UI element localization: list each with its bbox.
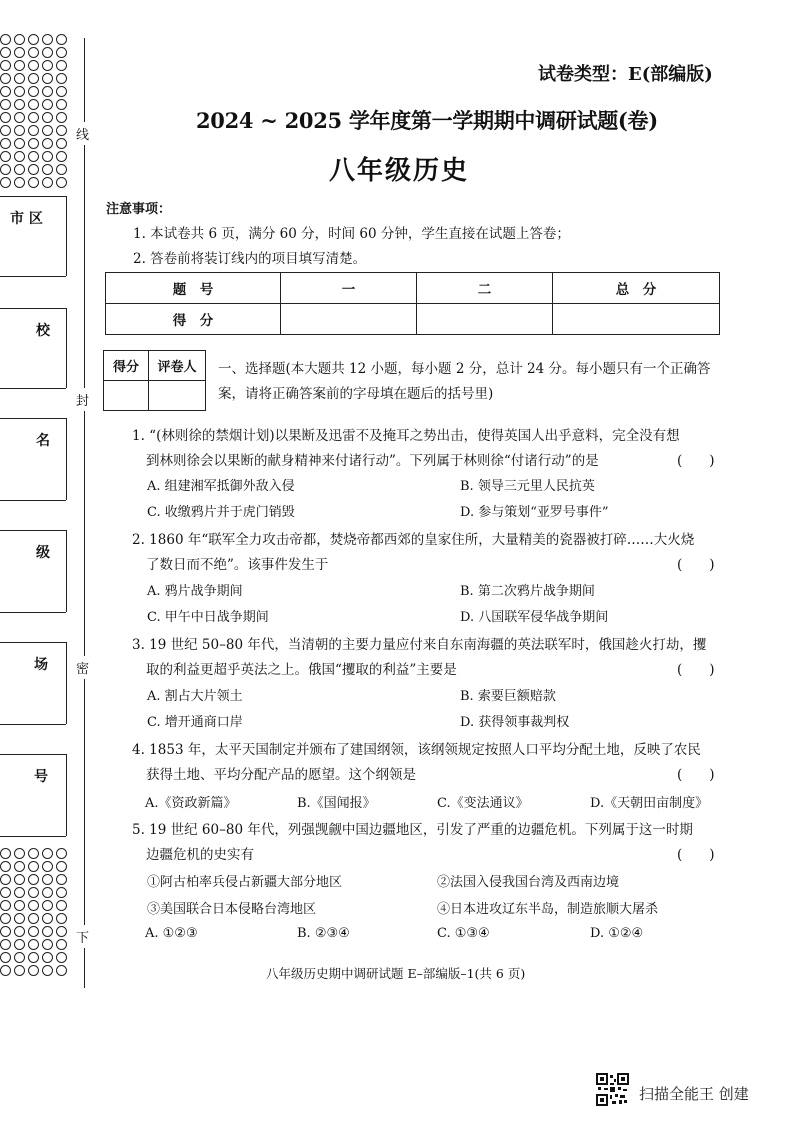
binding-hole [0,47,11,58]
binding-hole [56,125,67,136]
option-c: C. 甲午中日战争期间 [147,610,269,625]
binding-hole [0,900,11,911]
grader-table [103,350,206,411]
binding-hole [42,874,53,885]
binding-hole [42,913,53,924]
binding-hole [28,913,39,924]
binding-hole [0,151,11,162]
answer-paren[interactable]: ( ) [677,662,715,678]
binding-hole [56,73,67,84]
binding-hole [42,939,53,950]
binding-char-xia: 下 [76,925,89,948]
option-d: D. 参与策划“亚罗号事件” [460,505,609,520]
section-heading: 一、选择题(本大题共 12 小题，每小题 2 分，总计 24 分。每小题只有一个正确答 [218,361,711,377]
question-3-text: 3. 19 世纪 50–80 年代，当清朝的主要力量应付来自东南海疆的英法联军时，俄国趁火打劫，攫 [132,637,707,653]
question-4-text: 4. 1853 年，太平天国制定并颁布了建国纲领，该纲领规定按照人口平均分配土地，反映了农民 [132,742,701,758]
question-5-text: 5. 19 世纪 60–80 年代，列强觊觎中国边疆地区，引发了严重的边疆危机。下列属于这一时期 [132,822,693,838]
binding-hole [28,151,39,162]
binding-hole [0,848,11,859]
binding-hole [42,34,53,45]
option-a: A. 组建湘军抵御外敌入侵 [147,479,295,494]
binding-hole [28,112,39,123]
binding-hole [56,177,67,188]
binding-hole [56,848,67,859]
binding-hole [56,887,67,898]
field-divider [0,754,66,755]
binding-hole [0,99,11,110]
option-b: B. ②③④ [297,926,350,941]
notice-item: 1. 本试卷共 6 页，满分 60 分，时间 60 分钟，学生直接在试题上答卷； [133,226,570,242]
binding-hole [28,177,39,188]
option-b: B. 领导三元里人民抗英 [460,479,595,494]
option-b: B.《国闻报》 [297,796,376,811]
notice-heading: 注意事项： [106,202,172,217]
field-divider [0,724,66,725]
answer-paren[interactable]: ( ) [677,453,715,469]
binding-hole [28,60,39,71]
binding-hole [28,926,39,937]
binding-hole [14,848,25,859]
field-box-room[interactable] [66,642,67,724]
answer-paren[interactable]: ( ) [677,557,715,573]
binding-hole [28,99,39,110]
binding-hole [14,138,25,149]
field-box-number[interactable] [66,754,67,836]
option-a: A. 鸦片战争期间 [147,584,243,599]
field-divider [0,612,66,613]
binding-hole [28,34,39,45]
binding-hole [14,939,25,950]
binding-hole [56,86,67,97]
binding-hole [28,164,39,175]
binding-hole [28,900,39,911]
option-b: B. 第二次鸦片战争期间 [460,584,595,599]
binding-hole [0,874,11,885]
binding-hole [56,47,67,58]
option-b: B. 索要巨额赔款 [460,689,556,704]
binding-hole [28,874,39,885]
binding-hole [14,874,25,885]
binding-hole [28,848,39,859]
answer-paren[interactable]: ( ) [677,847,715,863]
notice-item: 2. 答卷前将装订线内的项目填写清楚。 [133,251,367,267]
grader-cell-grader[interactable] [149,381,206,411]
binding-hole [42,99,53,110]
statement-2: ②法国入侵我国台湾及西南边境 [437,875,620,890]
exam-title: 2024 ~ 2025 学年度第一学期期中调研试题(卷) [196,108,658,133]
option-c: C. 增开通商口岸 [147,715,243,730]
binding-hole [0,952,11,963]
option-a: A. ①②③ [145,926,198,941]
binding-hole [42,112,53,123]
field-box-district[interactable] [66,196,67,276]
statement-4: ④日本进攻辽东半岛，制造旅顺大屠杀 [437,902,659,917]
binding-hole [14,926,25,937]
qr-code-icon [596,1073,629,1106]
field-divider [0,836,66,837]
binding-hole [14,900,25,911]
binding-hole [14,60,25,71]
section-heading-cont: 案，请将正确答案前的字母填在题后的括号里) [218,386,494,402]
binding-hole [0,965,11,976]
binding-hole [42,164,53,175]
paper-type: 试卷类型：E(部编版) [538,64,713,85]
binding-hole [14,151,25,162]
score-row-label: 得 分 [106,304,281,335]
exam-subject: 八年级历史 [329,156,470,186]
score-cell-total[interactable] [553,304,720,335]
option-c: C.《变法通议》 [437,796,529,811]
field-box-class[interactable] [66,530,67,612]
score-header-part2: 二 [417,273,553,304]
binding-hole [14,73,25,84]
score-header-part1: 一 [281,273,417,304]
binding-hole [0,164,11,175]
field-box-school[interactable] [66,308,67,388]
binding-hole [28,861,39,872]
binding-hole [28,125,39,136]
binding-hole [0,939,11,950]
score-cell-part1[interactable] [281,304,417,335]
binding-hole [42,177,53,188]
binding-hole [28,965,39,976]
option-a: A.《资政新篇》 [145,796,237,811]
binding-hole [14,34,25,45]
binding-hole [14,125,25,136]
binding-hole [56,112,67,123]
binding-hole [42,887,53,898]
binding-hole [14,99,25,110]
binding-hole [42,138,53,149]
answer-paren[interactable]: ( ) [677,767,715,783]
question-4-text-cont: 获得土地、平均分配产品的愿望。这个纲领是 [146,767,416,783]
binding-hole [14,112,25,123]
binding-hole [14,913,25,924]
binding-hole [56,861,67,872]
binding-hole [28,138,39,149]
binding-hole [28,47,39,58]
grader-header-score: 得分 [104,351,149,381]
binding-hole [42,952,53,963]
binding-hole [56,99,67,110]
binding-hole [0,913,11,924]
field-divider [0,642,66,643]
binding-hole [28,887,39,898]
field-divider [0,418,66,419]
binding-hole [28,86,39,97]
binding-hole [14,164,25,175]
binding-hole [56,965,67,976]
binding-hole [56,60,67,71]
binding-hole [42,47,53,58]
binding-hole [28,939,39,950]
binding-hole [56,138,67,149]
field-divider [0,308,66,309]
binding-holes-bottom [0,848,70,976]
binding-hole [42,861,53,872]
question-2-text-cont: 了数日而不绝”。该事件发生于 [146,557,329,573]
option-c: C. 收缴鸦片并于虎门销毁 [147,505,295,520]
binding-hole [0,861,11,872]
binding-hole [0,887,11,898]
binding-hole [0,177,11,188]
binding-hole [0,112,11,123]
binding-hole [14,47,25,58]
binding-hole [14,887,25,898]
question-2-text: 2. 1860 年“联军全力攻击帝都，焚烧帝都西郊的皇家住所，大量精美的瓷器被打碎……大火烧 [132,532,695,548]
statement-1: ①阿古柏率兵侵占新疆大部分地区 [147,875,343,890]
binding-hole [56,874,67,885]
binding-holes-top [0,34,70,188]
binding-hole [42,60,53,71]
score-header-question: 题 号 [106,273,281,304]
question-1-text-cont: 到林则徐会以果断的献身精神来付诸行动”。下列属于林则徐“付诸行动”的是 [146,453,599,469]
score-header-total: 总 分 [553,273,720,304]
field-divider [0,388,66,389]
binding-hole [14,861,25,872]
question-5-text-cont: 边疆危机的史实有 [146,847,254,863]
binding-hole [42,965,53,976]
binding-char-mi: 密 [76,656,89,679]
binding-hole [56,900,67,911]
binding-hole [28,952,39,963]
binding-char-feng: 封 [76,388,89,411]
binding-hole [42,926,53,937]
option-c: C. ①③④ [437,926,490,941]
binding-hole [0,926,11,937]
field-box-name[interactable] [66,418,67,500]
option-d: D.《天朝田亩制度》 [590,796,709,811]
question-1-text: 1. “(林则徐的禁烟计划)以果断及迅雷不及掩耳之势出击，使得英国人出乎意料，完全没有想 [132,428,680,444]
option-d: D. 八国联军侵华战争期间 [460,610,609,625]
binding-hole [56,164,67,175]
binding-hole [28,73,39,84]
binding-hole [14,965,25,976]
option-a: A. 割占大片领土 [147,689,243,704]
field-divider [0,500,66,501]
score-cell-part2[interactable] [417,304,553,335]
binding-hole [56,952,67,963]
binding-hole [14,86,25,97]
binding-hole [42,848,53,859]
binding-hole [42,151,53,162]
grader-cell-score[interactable] [104,381,149,411]
binding-hole [56,34,67,45]
question-3-text-cont: 取的利益更超乎英法之上。俄国“攫取的利益”主要是 [146,662,457,678]
option-d: D. ①②④ [590,926,644,941]
statement-3: ③美国联合日本侵略台湾地区 [147,902,317,917]
binding-hole [42,86,53,97]
binding-hole [56,151,67,162]
field-divider [0,530,66,531]
score-table [105,272,720,335]
binding-line [84,38,85,988]
binding-hole [42,125,53,136]
option-d: D. 获得领事裁判权 [460,715,570,730]
binding-char-xian: 线 [76,122,89,145]
binding-hole [42,73,53,84]
binding-hole [14,952,25,963]
binding-hole [56,926,67,937]
field-divider [0,196,66,197]
page-footer: 八年级历史期中调研试题 E–部编版–1(共 6 页) [266,966,526,981]
binding-hole [14,177,25,188]
binding-hole [0,138,11,149]
binding-hole [0,34,11,45]
binding-hole [0,60,11,71]
binding-hole [56,939,67,950]
binding-hole [0,125,11,136]
binding-hole [0,86,11,97]
binding-hole [56,913,67,924]
field-divider [0,276,66,277]
scanner-watermark: 扫描全能王 创建 [639,1085,749,1103]
binding-hole [42,900,53,911]
binding-hole [0,73,11,84]
grader-header-grader: 评卷人 [149,351,206,381]
